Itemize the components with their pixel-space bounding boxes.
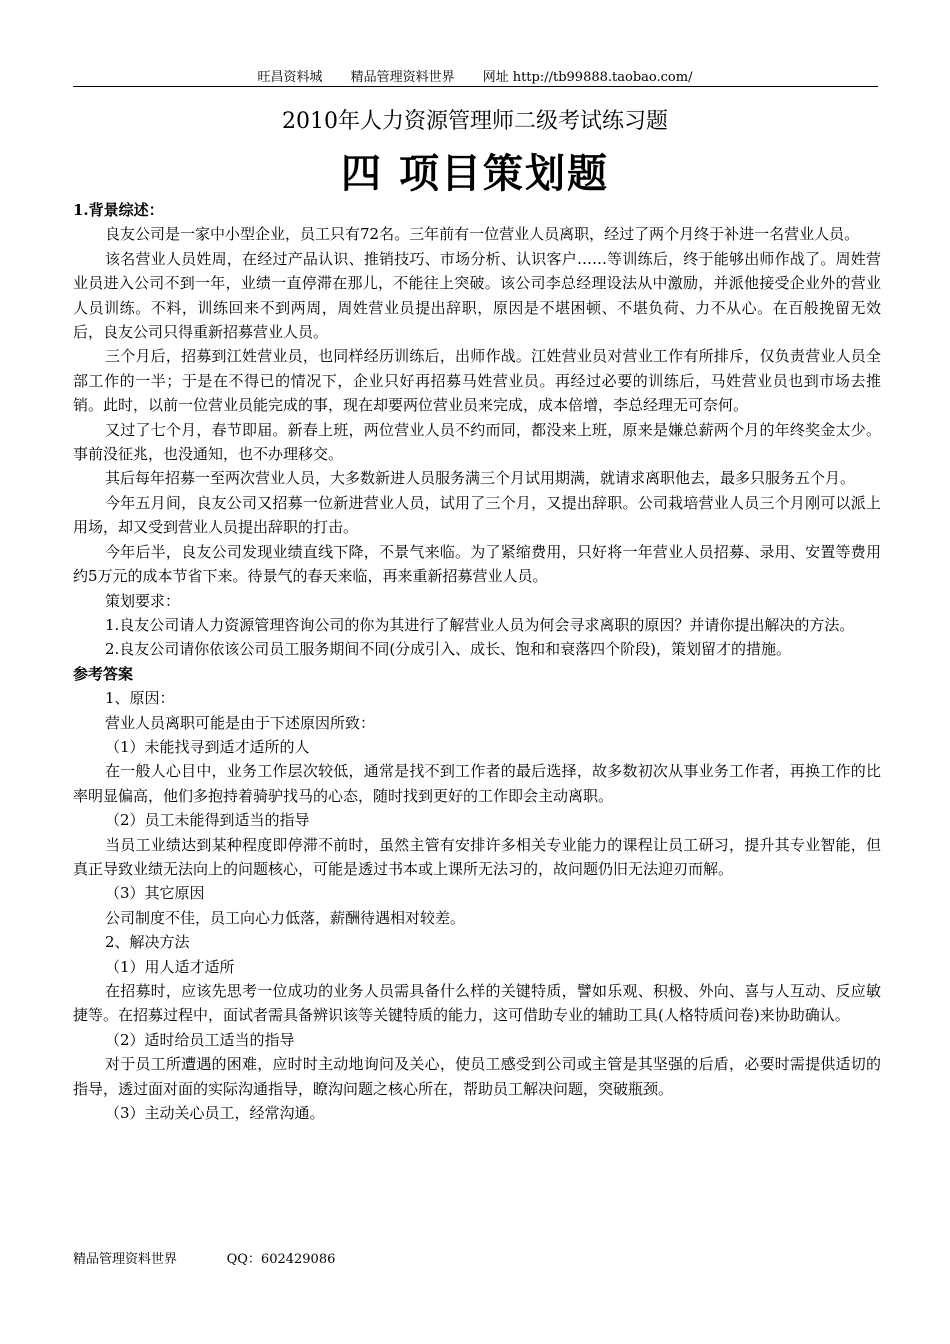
paragraph: 三个月后，招募到江姓营业员，也同样经历训练后，出师作战。江姓营业员对营业工作有所排斥，仅负责营业人员全部工作的一半；于是在不得已的情况下，企业只好再招募马姓营业员。再经过必要的训练后，马姓营业员也到市场去推销。此时，以前一位营业员能完成的事，现在却要两位营业员来完成，成本倍增，李总经理无可奈何。 bbox=[73, 347, 881, 415]
paragraph: 又过了七个月，春节即届。新春上班，两位营业人员不约而同，都没来上班，原来是嫌总薪两个月的年终奖金太少。事前没征兆，也没通知，也不办理移交。 bbox=[73, 420, 881, 464]
paragraph: 策划要求： bbox=[105, 591, 181, 610]
paragraph: 2、解决方法 bbox=[105, 933, 190, 952]
paragraph: 1.良友公司请人力资源管理咨询公司的你为其进行了解营业人员为何会寻求离职的原因？并请你提出解决的方法。 bbox=[105, 615, 855, 634]
paragraph: 今年后半，良友公司发现业绩直线下降，不景气来临。为了紧缩费用，只好将一年营业人员招募、录用、安置等费用约5万元的成本节省下来。待景气的春天来临，再来重新招募营业人员。 bbox=[73, 542, 881, 586]
paragraph: 当员工业绩达到某种程度即停滞不前时，虽然主管有安排许多相关专业能力的课程让员工研习，提升其专业智能，但真正导致业绩无法向上的问题核心，可能是透过书本或上课所无法习的，故问题仍旧无法迎刃而解。 bbox=[73, 835, 881, 878]
header-site[interactable]: 网址 http://tb99888.taobao.com/ bbox=[482, 70, 693, 85]
paragraph: 在招募时，应该先思考一位成功的业务人员需具备什么样的关键特质，譬如乐观、积极、外向、喜与人互动、反应敏捷等。在招募过程中，面试者需具备辨识该等关键特质的能力，这可借助专业的辅助工具(人格特质问卷)来协助确认。 bbox=[73, 982, 881, 1025]
header-brand: 精品管理资料世界 bbox=[350, 70, 455, 85]
paragraph: 其后每年招募一至两次营业人员，大多数新进人员服务满三个月试用期满，就请求离职他去，最多只服务五个月。 bbox=[105, 469, 856, 488]
footer-qq: QQ：602429086 bbox=[226, 1252, 336, 1267]
document-body bbox=[73, 198, 881, 1125]
doc-subtitle: 2010年人力资源管理师二级考试练习题 bbox=[282, 109, 668, 134]
section-heading: 参考答案 bbox=[73, 664, 134, 683]
paragraph: 对于员工所遭遇的困难，应时时主动地询问及关心，使员工感受到公司或主管是其坚强的后盾，必要时需提供适切的指导，透过面对面的实际沟通指导，瞭沟问题之核心所在，帮助员工解决问题，突破瓶颈。 bbox=[73, 1055, 881, 1098]
page-header bbox=[0, 66, 950, 85]
paragraph: 2.良友公司请你依该公司员工服务期间不同(分成引入、成长、饱和和衰落四个阶段)，策划留才的措施。 bbox=[105, 640, 792, 659]
paragraph: 良友公司是一家中小型企业，员工只有72名。三年前有一位营业人员离职，经过了两个月终于补进一名营业人员。 bbox=[105, 225, 860, 244]
paragraph: 公司制度不佳，员工向心力低落，薪酬待遇相对较差。 bbox=[105, 908, 466, 927]
paragraph: 今年五月间，良友公司又招募一位新进营业人员，试用了三个月，又提出辞职。公司栽培营业人员三个月刚可以派上用场，却又受到营业人员提出辞职的打击。 bbox=[73, 493, 881, 537]
header-shop: 旺昌资料城 bbox=[257, 70, 323, 85]
page-footer bbox=[73, 1248, 335, 1267]
doc-title: 四 项目策划题 bbox=[341, 150, 609, 197]
footer-brand: 精品管理资料世界 bbox=[73, 1252, 178, 1267]
paragraph: 在一般人心目中，业务工作层次较低，通常是找不到工作者的最后选择，故多数初次从事业务工作者，再换工作的比率明显偏高，他们多抱持着骑驴找马的心态，随时找到更好的工作即会主动离职。 bbox=[73, 762, 881, 805]
section-heading: 1.背景综述： bbox=[73, 201, 164, 219]
paragraph: 1、原因： bbox=[105, 689, 175, 708]
paragraph: （3）主动关心员工，经常沟通。 bbox=[105, 1104, 325, 1123]
paragraph: （2）员工未能得到适当的指导 bbox=[105, 811, 310, 830]
paragraph: （3）其它原因 bbox=[105, 884, 205, 903]
header-rule bbox=[73, 86, 878, 87]
paragraph: 该名营业人员姓周，在经过产品认识、推销技巧、市场分析、认识客户……等训练后，终于能够出师作战了。周姓营业员进入公司不到一年，业绩一直停滞在那儿，不能往上突破。该公司李总经理设法从中激励，并派他接受企业外的营业人员训练。不料，训练回来不到两周，周姓营业员提出辞职，原因是不堪困顿、不堪负荷、力不从心。在百般挽留无效后，良友公司只得重新招募营业人员。 bbox=[73, 249, 881, 342]
paragraph: （2）适时给员工适当的指导 bbox=[105, 1030, 295, 1049]
paragraph: （1）未能找寻到适才适所的人 bbox=[105, 737, 310, 756]
paragraph: （1）用人适才适所 bbox=[105, 957, 235, 976]
paragraph: 营业人员离职可能是由于下述原因所致： bbox=[105, 713, 376, 732]
